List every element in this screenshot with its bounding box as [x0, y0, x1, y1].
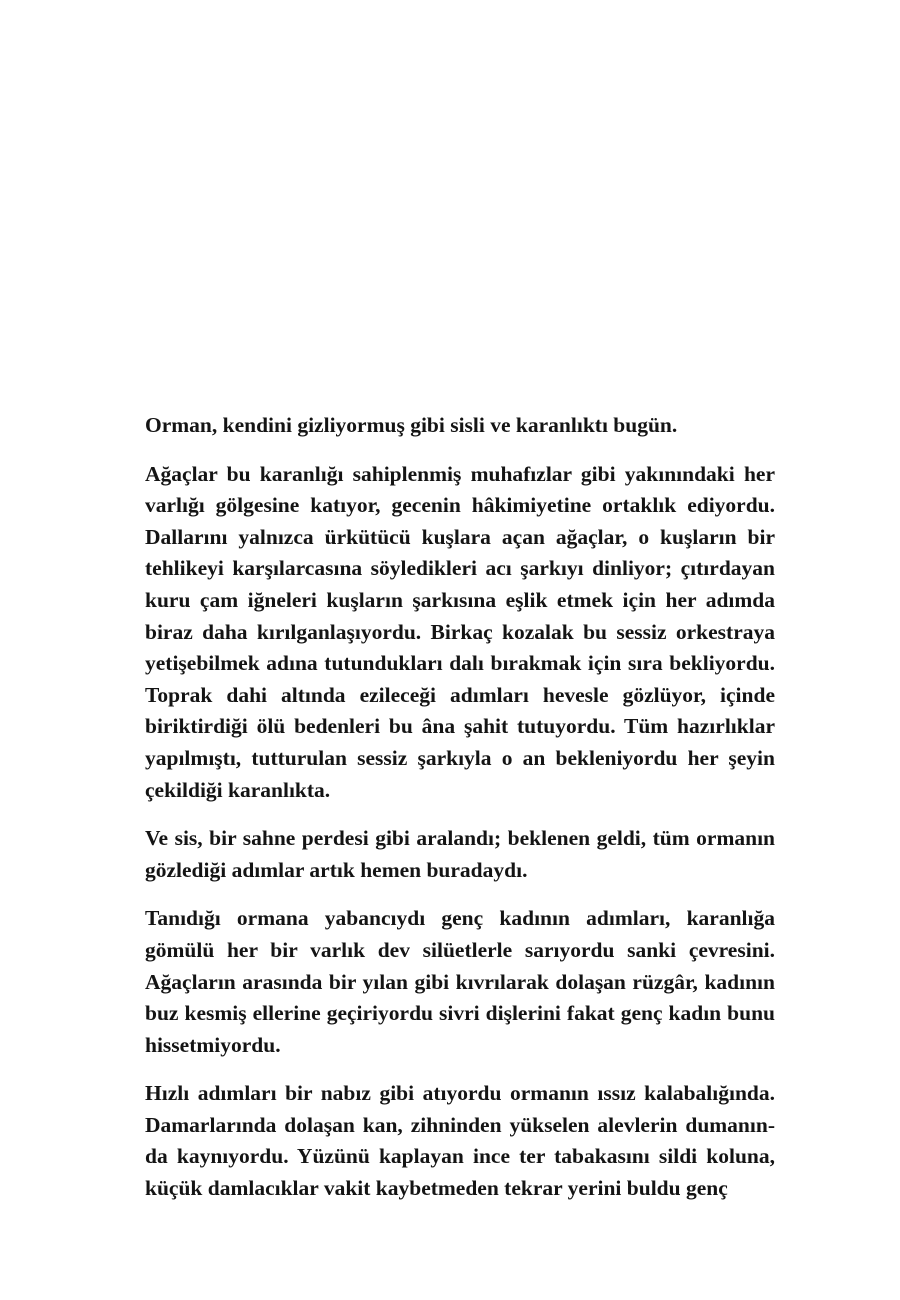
paragraph-4: Tanıdığı ormana yabancıydı genç kadının adımları, karanlığa gömülü her bir varlık dev silüetlerle sarıyordu sanki çevresini. Ağaçların arasında bir yılan gibi kıvrılarak dolaşan rüzgâr, kadının buz kesmiş ellerine geçiriyordu sivri dişlerini fakat genç kadın bunu hissetmiyordu. [145, 906, 775, 1057]
paragraph-5: Hızlı adımları bir nabız gibi atıyordu ormanın ıssız kalabalığında. Damarlarında dolaşan kan, zihninden yükselen alevlerin dumanında kaynıyordu. Yüzünü kaplayan ince ter tabakasını sildi koluna, küçük damlacıklar vakit kaybetmeden tekrar yerini buldu genç [145, 1081, 775, 1201]
body-text [145, 410, 775, 1222]
paragraph-2: Ağaçlar bu karanlığı sahiplenmiş muhafızlar gibi yakınındaki her varlığı gölgesine katıyor, gecenin hâkimiyetine ortaklık ediyordu. Dallarını yalnızca ürkütücü kuşlara açan ağaçlar, o kuşların bir tehlikeyi karşılarcasına söyledikleri acı şarkıyı dinliyor; çıtırdayan kuru çam iğneleri kuşların şarkısına eşlik etmek için her adımda biraz daha kırılganlaşıyordu. Birkaç kozalak bu sessiz orkestraya yetişebilmek adına tutundukları dalı bırakmak için sıra bekliyordu. Toprak dahi altında ezileceği adımları hevesle gözlüyor, içinde biriktirdiği ölü bedenleri bu âna şahit tutuyordu. Tüm hazırlıklar yapılmıştı, tutturulan sessiz şarkıyla o an bekleniyordu her şeyin çekildiği karanlıkta. [145, 461, 775, 802]
paragraph-3: Ve sis, bir sahne perdesi gibi aralandı; beklenen geldi, tüm ormanın gözlediği adımlar artık hemen buradaydı. [145, 826, 775, 882]
paragraph-1: Orman, kendini gizliyormuş gibi sisli ve karanlıktı bugün. [145, 413, 678, 437]
